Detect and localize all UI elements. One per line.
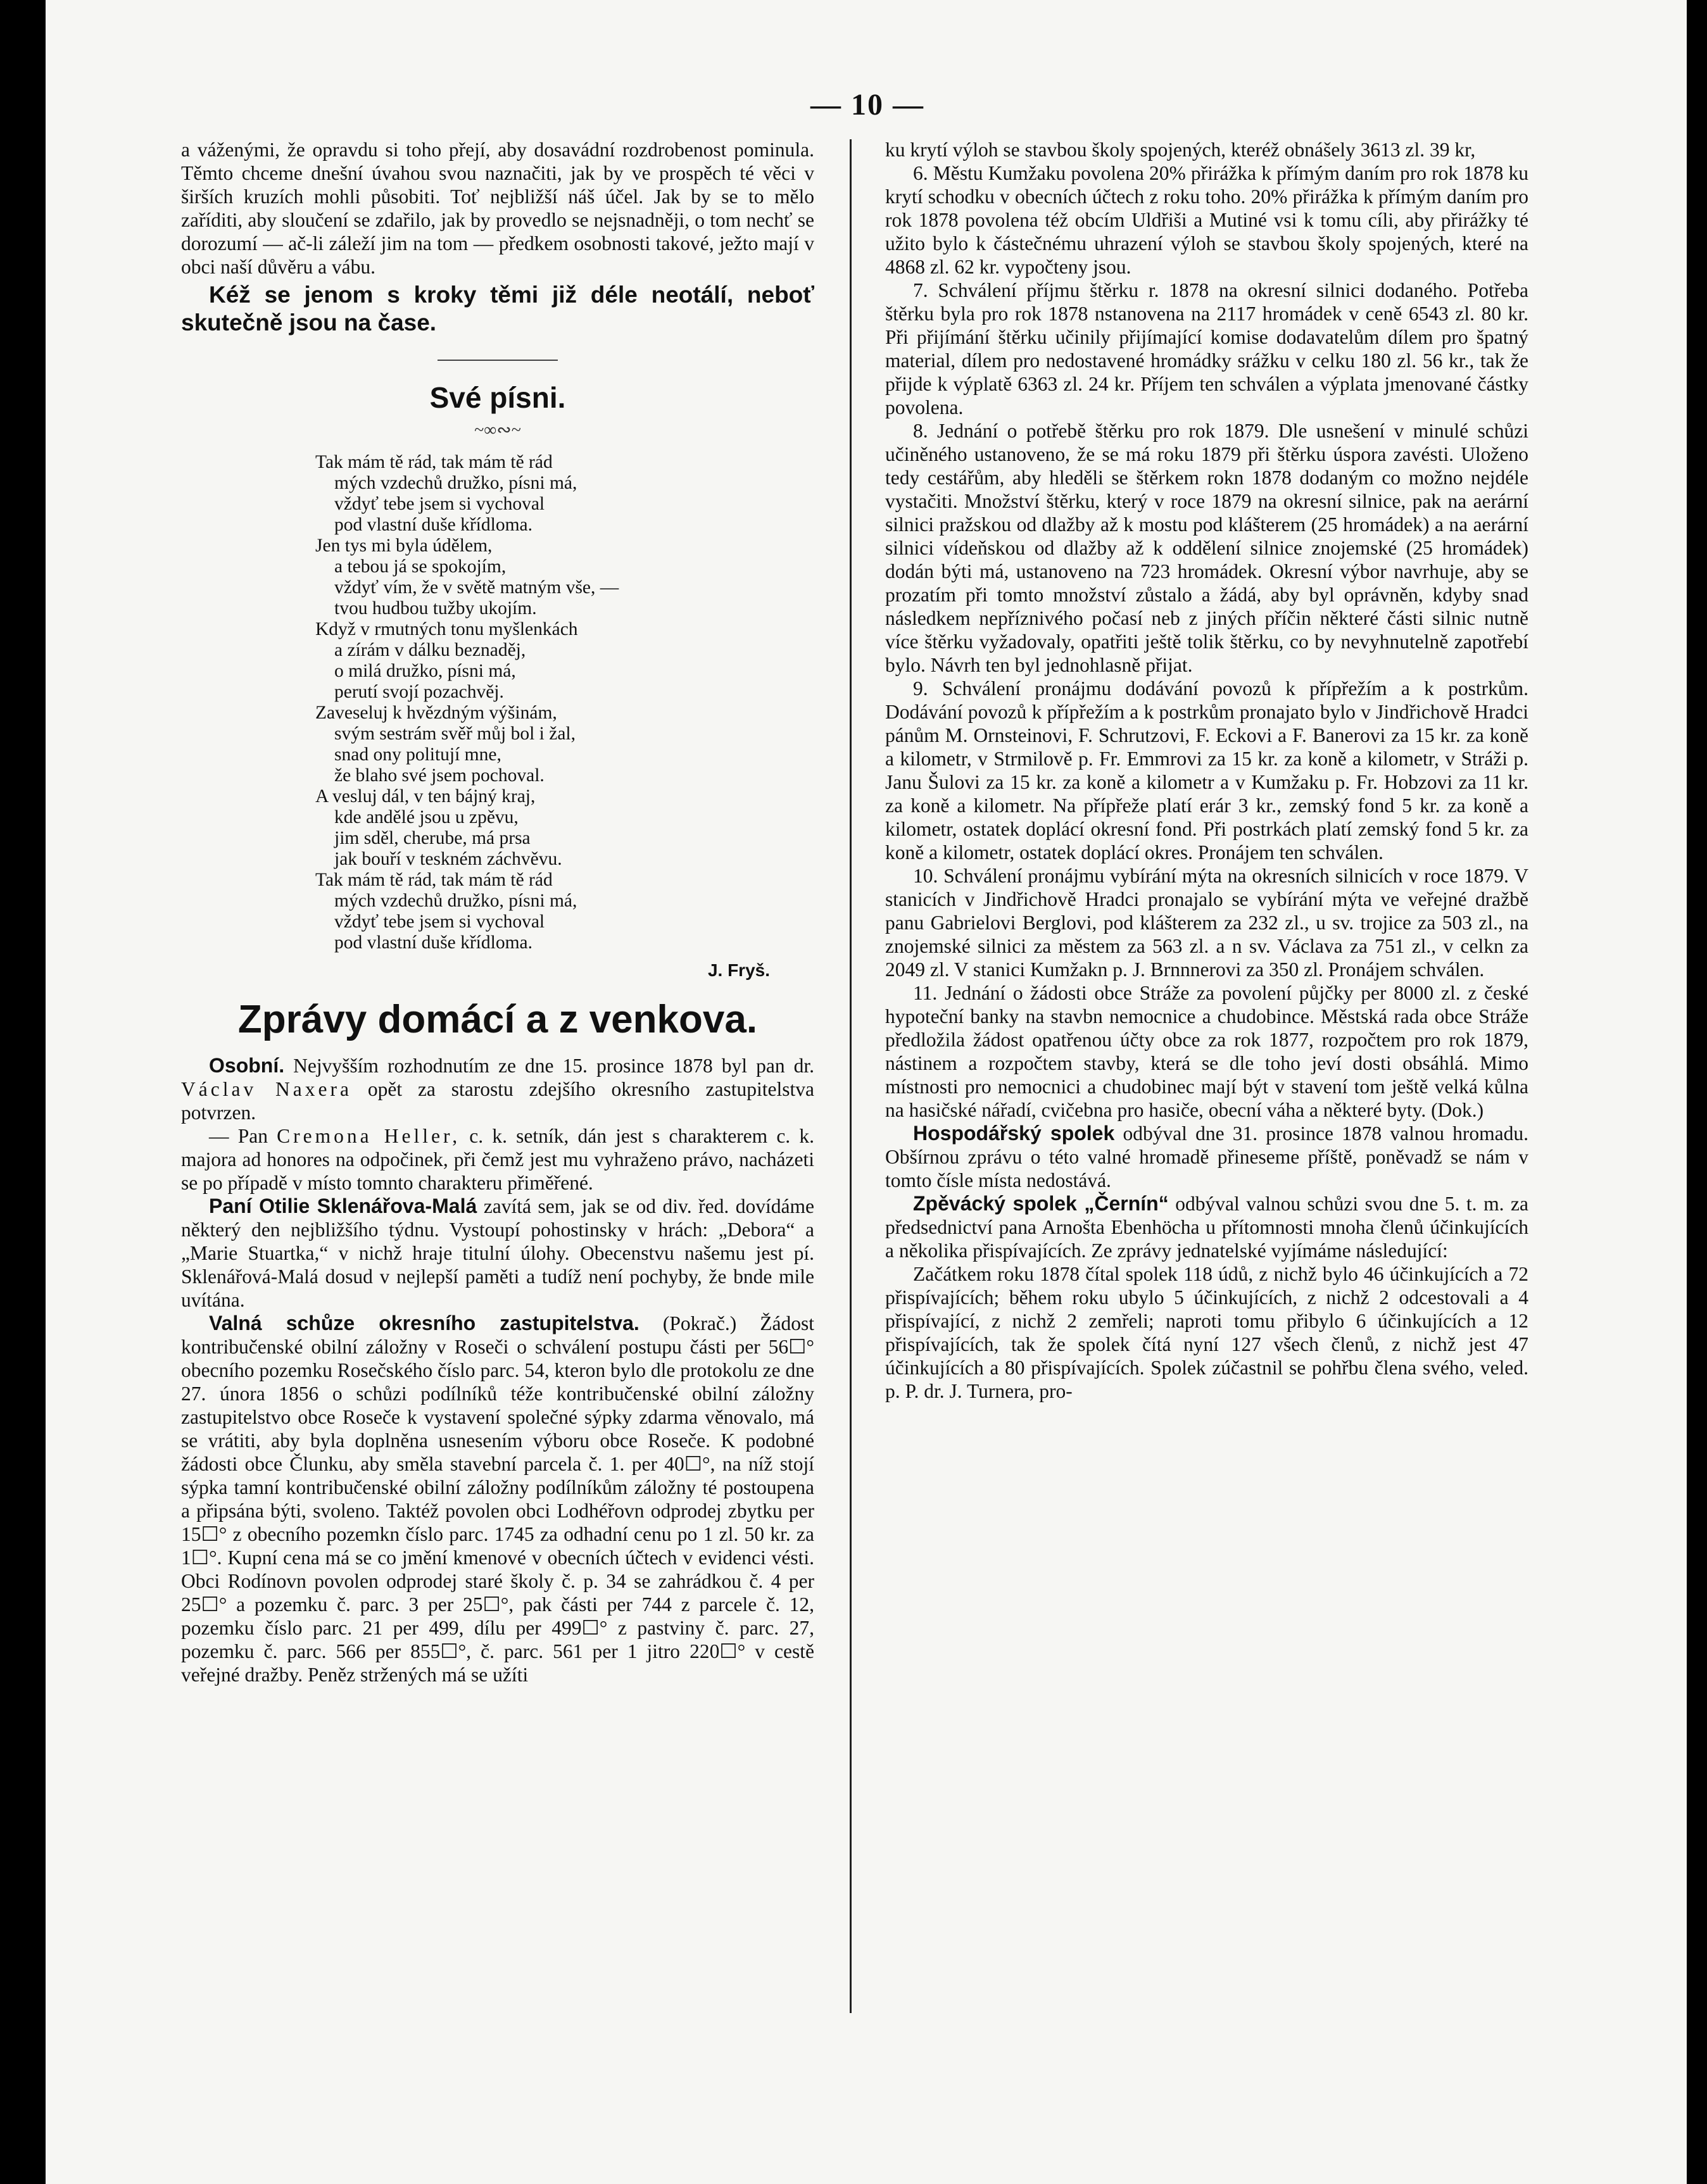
- poem-line: vždyť vím, že v světě matným vše, —: [334, 577, 619, 598]
- news-label: Zpěvácký spolek „Černín“: [913, 1192, 1169, 1215]
- news-label: Paní Otilie Sklenářova-Malá: [209, 1195, 477, 1217]
- poem-line: jak bouří v teskném záchvěvu.: [334, 849, 562, 869]
- news-section-title: Zprávy domácí a z venkova.: [237, 998, 758, 1041]
- news-osobni: [181, 1054, 814, 1124]
- article-paragraph: 7. Schválení příjmu štěrku r. 1878 na okresní silnici dodaného. Potřeba štěrku byla pro rok 1878 nstanovena na 2117 hromádek v ceně 6543 zl. 80 kr. Při přijímání štěrku učinily přijímající komise dodavatelům dílem pro špatný material, dílem pro nedostavené hromádky srážku v celku 180 zl. 56 kr., tak že přijde k výplatě 6363 zl. 24 kr. Příjem ten schválen a výplata jmenované částky povolena.: [885, 279, 1528, 418]
- poem-line: o milá družko, písni má,: [334, 661, 516, 681]
- ornament-icon: ~∞∾~: [474, 420, 521, 440]
- article-paragraph: 6. Městu Kumžaku povolena 20% přirážka k přímým daním pro rok 1878 ku krytí schodku v obecních účtech z roku toho. 20% přirážka k přímým daním pro rok 1878 povolena též obcím Uldřiši a Mutiné vsi k tomu cíli, aby přirážky té užito bylo k částečnému uhrazení výloh se stavbou školy spojených, které na 4868 zl. 62 kr. vypočteny jsou.: [885, 162, 1528, 278]
- person-name: Václav Naxera: [181, 1078, 352, 1100]
- poem-line: Jen tys mi byla údělem,: [315, 536, 493, 556]
- news-label: Valná schůze okresního zastupitelstva.: [209, 1312, 639, 1334]
- poem-stanza: [315, 536, 814, 619]
- poem-line: a tebou já se spokojím,: [334, 556, 507, 577]
- poem: [315, 452, 814, 953]
- news-text: odbýval valnou schůzi svou dne 5. t. m. za předsednictví pana Arnošta Ebenhöcha u přítomnosti mnoha členů účinkujících a několika přispívajících. Ze zprávy jednatelské vyjímáme následující:: [885, 1193, 1528, 1262]
- poem-line: vždyť tebe jsem si vychoval: [334, 494, 545, 514]
- news-text: zavítá sem, jak se od div. řed. dovídáme některý den nejbližšího týdnu. Vystoupí pohostinsky v hrách: „Debora“ a „Marie Stuartka,“ v nichž hraje titulní úlohy. Obecenstvu našemu jest pí. Sklenářová-Malá dosud v nejlepší paměti a tudíž není pochyby, že bnde mile uvítána.: [181, 1195, 815, 1311]
- person-name: Cremona Heller,: [277, 1125, 461, 1147]
- poem-line: snad ony politují mne,: [334, 744, 501, 765]
- article-paragraph: 8. Jednání o potřebě štěrku pro rok 1879. Dle usnešení v minulé schůzi učiněného ustanoveno, že se má roku 1879 při štěrku úspora zavésti. Uloženo tedy cestářům, aby hleděli se štěrkem rokn 1878 dodaným co možno nejdéle vystačiti. Množství štěrku, který v roce 1879 na okresní silnice, pak na aerární silnici pražskou od dlažby až k mostu pod klášterem (25 hromádek) a na aerární silnici vídeňskou od dlažby až k oddělení silnice znojemské (25 hromádek) dodán býti má, ustanoveno na 723 hromádek. Okresní výbor navrhuje, aby se prozatím při tomto množství zůstalo a žádá, aby byl oprávněn, kdyby snad následkem nepříznivého počasí neb z jiných příčin některé části silnic nutně více štěrku vyžadovaly, opatřiti ještě tolik štěrku, co by nevyhnutelně zapotřebí bylo. Návrh ten byl jednohlasně přijat.: [885, 420, 1528, 676]
- poem-line: jim sděl, cherube, má prsa: [334, 828, 531, 848]
- poem-line: Tak mám tě rád, tak mám tě rád: [315, 870, 553, 890]
- article-paragraph: Začátkem roku 1878 čítal spolek 118 údů, z nichž bylo 46 účinkujících a 72 přispívajících; během roku ubylo 5 účinkujících, z nichž 2 odcestovali a 4 přispívající, z nichž 2 zemřeli; naproti tomu přibylo 6 účinkujících a 12 přispívajících, tak že spolek čítá nyní 127 všech členů, z nichž jest 47 účinkujících a 80 přispívajících. Spolek zúčastnil se pohřbu člena svého, veled. p. P. dr. J. Turnera, pro-: [885, 1263, 1528, 1402]
- article-paragraph: ku krytí výloh se stavbou školy spojených, kteréž obnášely 3613 zl. 39 kr,: [885, 139, 1476, 161]
- poem-stanza: [315, 870, 814, 953]
- poem-line: mých vzdechů družko, písni má,: [334, 473, 577, 493]
- poem-author: J. Fryš.: [707, 960, 770, 980]
- article-paragraph: 10. Schválení pronájmu vybírání mýta na okresních silnicích v roce 1879. V stanicích v Jindřichově Hradci pronajalo se vybírání mýta ve veřejné dražbě panu Gabrielovi Berglovi, pod klášterem za 232 zl., u sv. trojice za 503 zl., na znojemské silnici za městem za 563 zl. a n sv. Václava za 751 zl., v celkn za 2049 zl. V stanici Kumžakn p. J. Brnnnerovi za 350 zl. Pronájem schválen.: [885, 865, 1528, 981]
- news-text: odbýval dne 31. prosince 1878 valnou hromadu. Obšírnou zprávu o této valné hromadě přineseme příště, poněvadž se nám v tomto čísle místa nedostává.: [885, 1122, 1528, 1191]
- news-label: Osobní.: [209, 1054, 285, 1077]
- poem-line: tvou hudbou tužby ukojím.: [334, 598, 537, 618]
- poem-line: Když v rmutných tonu myšlenkách: [315, 619, 578, 639]
- column-divider: [850, 139, 852, 2013]
- news-zpevacky-spolek: [885, 1192, 1528, 1262]
- news-cremona: [181, 1124, 814, 1195]
- left-column: [181, 138, 814, 1686]
- poem-line: pod vlastní duše křídloma.: [334, 932, 532, 953]
- poem-stanza: [315, 786, 814, 870]
- poem-line: a zírám v dálku beznaděj,: [334, 640, 526, 660]
- page-number: — 10 —: [810, 88, 924, 122]
- news-sklenarova: [181, 1195, 814, 1312]
- intro-paragraph: a váženými, že opravdu si toho přejí, aby dosavádní rozdrobenost pominula. Těmto chceme dnešní úvahou svou naznačiti, jak by ve prospěch té věci v širších kruzích mohli působiti. Toť nejbližší náš účel. Jak by se to mělo zaříditi, aby sloučení se zdařilo, jak by provedlo se nejsnadněji, o tom nechť se dorozumí — ač-li záleží jim na tom — předkem osobnosti takové, ježto mají v obci naší důvěru a vábu.: [181, 139, 814, 278]
- poem-stanza: [315, 452, 814, 536]
- poem-line: perutí svojí pozachvěj.: [334, 682, 504, 702]
- news-text: opět za starostu zdejšího okresního zastupitelstva potvrzen.: [181, 1078, 814, 1124]
- news-label: Hospodářský spolek: [913, 1122, 1115, 1145]
- news-text: (Pokrač.) Žádost kontribučenské obilní záložny v Roseči o schválení postupu části per 56☐° obecního pozemku Rosečského číslo parc. 54, kteron bylo dle protokolu ze dne 27. února 1856 o schůzi podílníků téže kontribučenské obilní záložny zastupitelstvo obce Roseče k vystavení společné sýpky zdarma věnovalo, má se vrátiti, aby byla doplněna usnesením výboru obce Roseče. K podobné žádosti obce Člunku, aby směla stavební parcela č. 1. per 40☐°, na níž stojí sýpka tamní kontribučenské obilní záložny podílníkům záložny té postoupena a připsána býti, svoleno. Taktéž povolen obci Lodhéřovn odprodej zbytku per 15☐° z obecního pozemkn číslo parc. 1745 za odhadní cenu po 1 zl. 50 kr. za 1☐°. Kupní cena má se co jmění kmenové v obecních účtech v evidenci vésti. Obci Rodínovn povolen odprodej staré školy č. p. 34 se zahrádkou č. 4 per 25☐° a pozemku č. parc. 3 per 25☐°, pak části per 744 z parcele č. 12, pozemku číslo parc. 21 per 499, dílu per 499☐° z pastviny č. parc. 27, pozemku č. parc. 566 per 855☐°, č. parc. 561 per 1 jitro 220☐° v cestě veřejné dražby. Peněz stržených má se užíti: [181, 1312, 815, 1686]
- news-text: c. k. setník, dán jest s charakterem c. k. majora ad honores na odpočinek, při čemž jest mu vyhraženo právo, nacházeti se po případě v místo tomnto charakteru přiměřené.: [181, 1125, 814, 1194]
- poem-stanza: [315, 619, 814, 703]
- poem-line: pod vlastní duše křídloma.: [334, 515, 532, 535]
- separator-rule: [438, 360, 558, 361]
- poem-line: kde andělé jsou u zpěvu,: [334, 807, 519, 827]
- news-valna-schuze: [181, 1312, 814, 1686]
- poem-line: A vesluj dál, v ten bájný kraj,: [315, 786, 536, 806]
- poem-line: že blaho své jsem pochoval.: [334, 765, 545, 786]
- news-text: — Pan: [209, 1125, 268, 1147]
- poem-title: Své písni.: [429, 381, 566, 414]
- poem-line: svým sestrám svěř můj bol i žal,: [334, 724, 576, 744]
- article-paragraph: 9. Schválení pronájmu dodávání povozů k přípřežím a k postrkům. Dodávání povozů k přípřežím a k postrkům pronajato bylo v Jindřichově Hradci pánům M. Ornsteinovi, F. Schrutzovi, F. Eckovi a F. Banerovi za 15 kr. za koně a kilometr, v Strmilově p. Fr. Emmrovi za 15 kr. za koně a kilometr, v Stráži p. Janu Šulovi za 15 kr. za koně a kilometr a v Kumžaku p. Fr. Hobzovi za 11 kr. za koně a kilometr. Na přípřeže platí erár 3 kr., zemský fond 5 kr. za koně a kilometr, ostatek doplácí okresní fond. Při postrkách platí zemský fond 5 kr. za koně a kilometr, ostatek doplácí okres. Pronájem ten schválen.: [885, 677, 1528, 863]
- news-hospodarsky-spolek: [885, 1122, 1528, 1192]
- news-text: Nejvyšším rozhodnutím ze dne 15. prosince 1878 byl pan dr.: [293, 1055, 815, 1077]
- article-paragraph: 11. Jednání o žádosti obce Stráže za povolení půjčky per 8000 zl. z české hypoteční banky na stavbn nemocnice a chudobince. Městská rada obce Stráže předložila žádost opatřenou účty obce za rok 1877, rozpočtem pro rok 1879, nástinem a rozpočtem stavby, která se dle toho jeví dosti obsáhlá. Mimo místnosti pro nemocnici a chudobinec mají být v stavení tom ještě velká kůlna na hasičské nářadí, cvičebna pro hasiče, obecní váha a některé byty. (Dok.): [885, 982, 1528, 1121]
- right-column: [885, 138, 1528, 1403]
- poem-line: vždyť tebe jsem si vychoval: [334, 912, 545, 932]
- poem-line: mých vzdechů družko, písni má,: [334, 891, 577, 911]
- poem-line: Zaveseluj k hvězdným výšinám,: [315, 703, 557, 723]
- poem-line: Tak mám tě rád, tak mám tě rád: [315, 452, 553, 472]
- appeal-paragraph: Kéž se jenom s kroky těmi již déle neotálí, neboť skutečně jsou na čase.: [181, 282, 814, 336]
- poem-stanza: [315, 703, 814, 786]
